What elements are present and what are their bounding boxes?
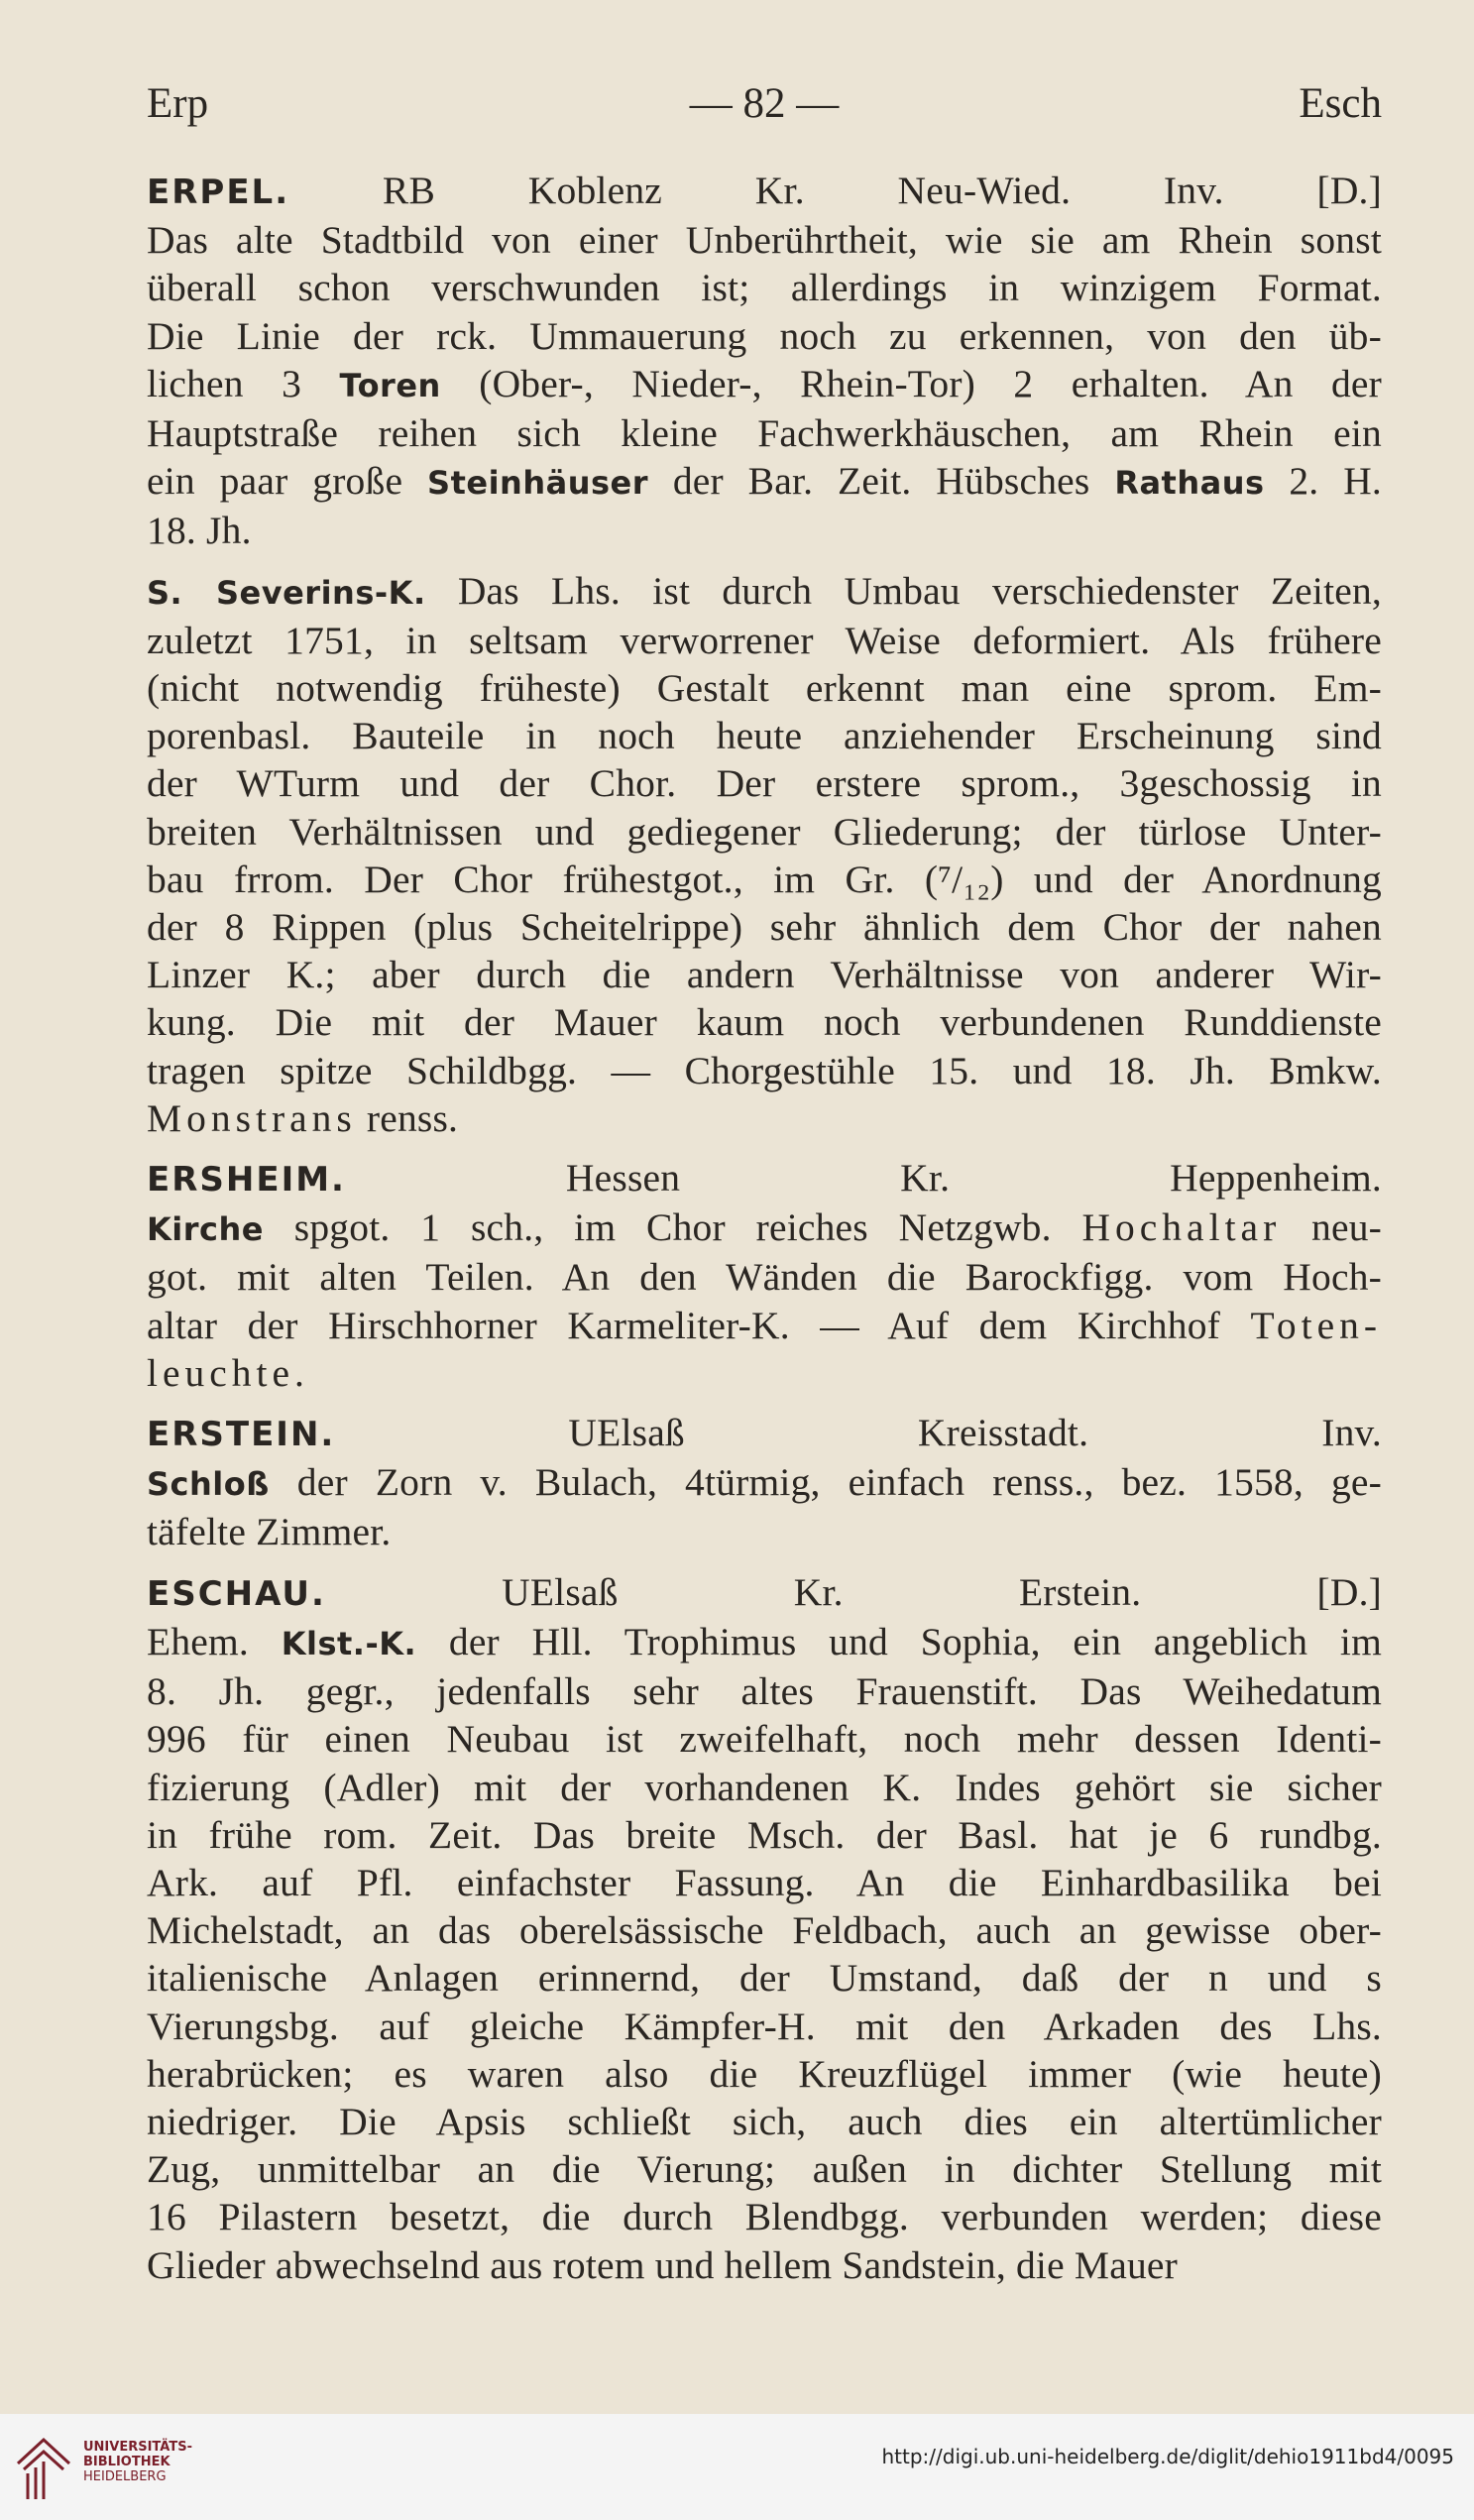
entry-gap — [147, 1556, 1382, 1568]
keyword: Klst.-K. — [281, 1624, 417, 1662]
text-run: UElsaß Kr. Erstein. [D.] — [325, 1569, 1382, 1614]
text-run: Hessen Kr. Heppenheim. — [345, 1156, 1382, 1201]
text-line — [147, 507, 1382, 554]
text-line — [147, 1618, 1382, 1667]
text-run: RB Koblenz Kr. Neu-Wied. Inv. [D.] — [289, 169, 1382, 212]
text-run: 8. Jh. gegr., jedenfalls sehr altes Frauenstift. Das Weihedatum — [147, 1669, 1382, 1714]
source-url-link[interactable]: http://digi.ub.uni-heidelberg.de/diglit/dehio1911bd4/0095 — [881, 2445, 1454, 2468]
entry-gap — [147, 1142, 1382, 1154]
text-line — [147, 951, 1382, 998]
text-line — [147, 1715, 1382, 1763]
page-number: — 82 — — [689, 80, 840, 127]
running-head — [147, 79, 1382, 139]
text-line — [147, 1094, 1382, 1142]
text-run: italienische Anlagen erinnernd, der Umstand, daß der n und s — [147, 1956, 1382, 2001]
text-line — [147, 712, 1382, 759]
text-run: der 8 Rippen (plus Scheitelrippe) sehr ähnlich dem Chor der nahen — [147, 905, 1382, 950]
text-run: niedriger. Die Apsis schließt sich, auch dies ein altertümlicher — [147, 2099, 1382, 2143]
body-text — [147, 167, 1382, 2289]
text-line — [147, 856, 1382, 903]
dictionary-entry — [147, 167, 1382, 555]
text-run: got. mit alten Teilen. An den Wänden die Barockfigg. vom Hoch- — [147, 1255, 1382, 1300]
text-line — [147, 1906, 1382, 1954]
keyword: S. Severins-K. — [147, 573, 426, 612]
text-line — [147, 409, 1382, 457]
text-line — [147, 1349, 1382, 1397]
text-line — [147, 167, 1382, 216]
text-run: Zug, unmittelbar an die Vierung; außen in dichter Stellung mit — [147, 2147, 1382, 2192]
text-run: Ark. auf Pfl. einfachster Fassung. An die Einhardbasilika bei — [147, 1860, 1382, 1904]
text-run: Ehem. — [147, 1619, 282, 1663]
text-run: herabrücken; es waren also die Kreuzflügel immer (wie heute) — [147, 2051, 1382, 2096]
text-run: altar der Hirschhorner Karmeliter-K. — Auf dem Kirchhof — [147, 1303, 1251, 1347]
text-line — [147, 2003, 1382, 2050]
text-line — [147, 664, 1382, 712]
library-name-line: BIBLIOTHEK — [83, 2455, 170, 2469]
text-run: der WTurm und der Chor. Der erstere sprom., 3geschossig in — [147, 761, 1382, 806]
text-run: Monstrans — [147, 1095, 357, 1140]
text-line — [147, 1203, 1382, 1253]
text-run: tragen spitze Schildbgg. — Chorgestühle 15. und 18. Jh. Bmkw. — [147, 1048, 1382, 1092]
text-run: lichen 3 — [147, 361, 340, 405]
text-run: Linzer K.; aber durch die andern Verhältnisse von anderer Wir- — [147, 953, 1382, 997]
text-line — [147, 808, 1382, 856]
text-line — [147, 1409, 1382, 1458]
text-line — [147, 1302, 1382, 1349]
keyword: Kirche — [147, 1210, 264, 1249]
text-run: 16 Pilastern besetzt, die durch Blendbgg. verbunden werden; diese — [147, 2195, 1382, 2239]
text-line — [147, 216, 1382, 264]
text-run: Michelstadt, an das oberelsässische Feldbach, auch an gewisse ober- — [147, 1908, 1382, 1953]
text-run: Vierungsbg. auf gleiche Kämpfer-H. mit den Arkaden des Lhs. — [147, 2004, 1382, 2048]
text-run: fizierung (Adler) mit der vorhandenen K. Indes gehört sie sicher — [147, 1765, 1382, 1809]
text-line — [147, 1811, 1382, 1859]
text-run: kung. Die mit der Mauer kaum noch verbundenen Runddienste — [147, 1000, 1382, 1045]
text-line — [147, 2050, 1382, 2098]
text-run: 2. H. — [1264, 459, 1383, 504]
keyword: Steinhäuser — [427, 464, 648, 503]
entry-headword: ERSTEIN. — [147, 1415, 336, 1455]
entry-headword: ERPEL. — [147, 172, 290, 212]
library-name — [83, 2440, 192, 2484]
text-run: (nicht notwendig früheste) Gestalt erkennt man eine sprom. Em- — [147, 666, 1382, 711]
text-line — [147, 759, 1382, 807]
text-line — [147, 360, 1382, 409]
text-run: leuchte. — [147, 1350, 309, 1395]
library-name-line: HEIDELBERG — [83, 2469, 167, 2484]
text-run: Toten- — [1250, 1303, 1382, 1347]
text-run: der Bar. Zeit. Hübsches — [648, 459, 1115, 504]
text-line — [147, 1253, 1382, 1301]
text-run: bau frrom. Der Chor frühestgot., im Gr. (⁷/₁₂) und der Anordnung — [147, 857, 1382, 901]
dictionary-entry — [147, 1568, 1382, 2289]
dictionary-entry — [147, 567, 1382, 1142]
text-run: (Ober-, Nieder-, Rhein-Tor) 2 erhalten. An der — [440, 361, 1382, 405]
text-run: 996 für einen Neubau ist zweifelhaft, noch mehr dessen Identi- — [147, 1717, 1382, 1762]
text-line — [147, 1154, 1382, 1203]
text-run: Das Lhs. ist durch Umbau verschiedenster Zeiten, — [425, 568, 1382, 613]
entry-gap — [147, 555, 1382, 567]
running-head-left: Erp — [147, 80, 209, 127]
text-line — [147, 1859, 1382, 1906]
text-line — [147, 1458, 1382, 1508]
entry-gap — [147, 1397, 1382, 1409]
text-line — [147, 2241, 1382, 2289]
text-run: porenbasl. Bauteile in noch heute anziehender Erscheinung sind — [147, 714, 1382, 758]
text-run: der Hll. Trophimus und Sophia, ein angeblich im — [416, 1619, 1382, 1663]
text-line — [147, 2145, 1382, 2193]
dictionary-entry — [147, 1154, 1382, 1397]
entry-headword: ERSHEIM. — [147, 1160, 346, 1201]
library-name-line: UNIVERSITÄTS- — [83, 2440, 192, 2455]
text-line — [147, 1508, 1382, 1555]
text-run: Glieder abwechselnd aus rotem und hellem Sandstein, die Mauer — [147, 2242, 1178, 2287]
text-run: renss. — [356, 1095, 459, 1140]
entry-headword: ESCHAU. — [147, 1573, 326, 1614]
text-run: täfelte Zimmer. — [147, 1510, 392, 1554]
text-run: ein paar große — [147, 459, 428, 504]
text-line — [147, 567, 1382, 617]
text-line — [147, 1047, 1382, 1094]
text-line — [147, 1667, 1382, 1715]
text-run: Das alte Stadtbild von einer Unberührtheit, wie sie am Rhein sonst — [147, 218, 1382, 263]
text-run: 18. Jh. — [147, 509, 252, 553]
text-run: neu- — [1281, 1205, 1383, 1250]
text-line — [147, 312, 1382, 360]
text-run: Hauptstraße reihen sich kleine Fachwerkhäuschen, am Rhein ein — [147, 411, 1382, 456]
keyword: Toren — [339, 366, 441, 404]
text-run: in frühe rom. Zeit. Das breite Msch. der Basl. hat je 6 rundbg. — [147, 1812, 1382, 1857]
library-logo-icon — [14, 2434, 73, 2505]
text-line — [147, 1764, 1382, 1811]
text-line — [147, 617, 1382, 664]
text-run: spgot. 1 sch., im Chor reiches Netzgwb. — [264, 1205, 1082, 1250]
text-run: überall schon verschwunden ist; allerdings in winzigem Format. — [147, 266, 1382, 310]
text-run: breiten Verhältnissen und gediegener Gliederung; der türlose Unter- — [147, 809, 1382, 854]
dictionary-entry — [147, 1409, 1382, 1556]
running-head-right: Esch — [1299, 80, 1382, 127]
text-run: UElsaß Kreisstadt. Inv. — [335, 1411, 1382, 1455]
text-line — [147, 457, 1382, 507]
text-run: Die Linie der rck. Ummauerung noch zu erkennen, von den üb- — [147, 313, 1382, 358]
text-line — [147, 2193, 1382, 2240]
text-line — [147, 1568, 1382, 1618]
text-run: zuletzt 1751, in seltsam verworrener Weise deformiert. Als frühere — [147, 618, 1382, 662]
text-run: Hochaltar — [1081, 1205, 1282, 1250]
text-line — [147, 264, 1382, 311]
text-line — [147, 2098, 1382, 2145]
text-line — [147, 1954, 1382, 2002]
text-line — [147, 998, 1382, 1046]
text-run: der Zorn v. Bulach, 4türmig, einfach renss., bez. 1558, ge- — [269, 1460, 1382, 1505]
keyword: Schloß — [147, 1465, 270, 1504]
text-line — [147, 903, 1382, 951]
keyword: Rathaus — [1114, 464, 1265, 503]
